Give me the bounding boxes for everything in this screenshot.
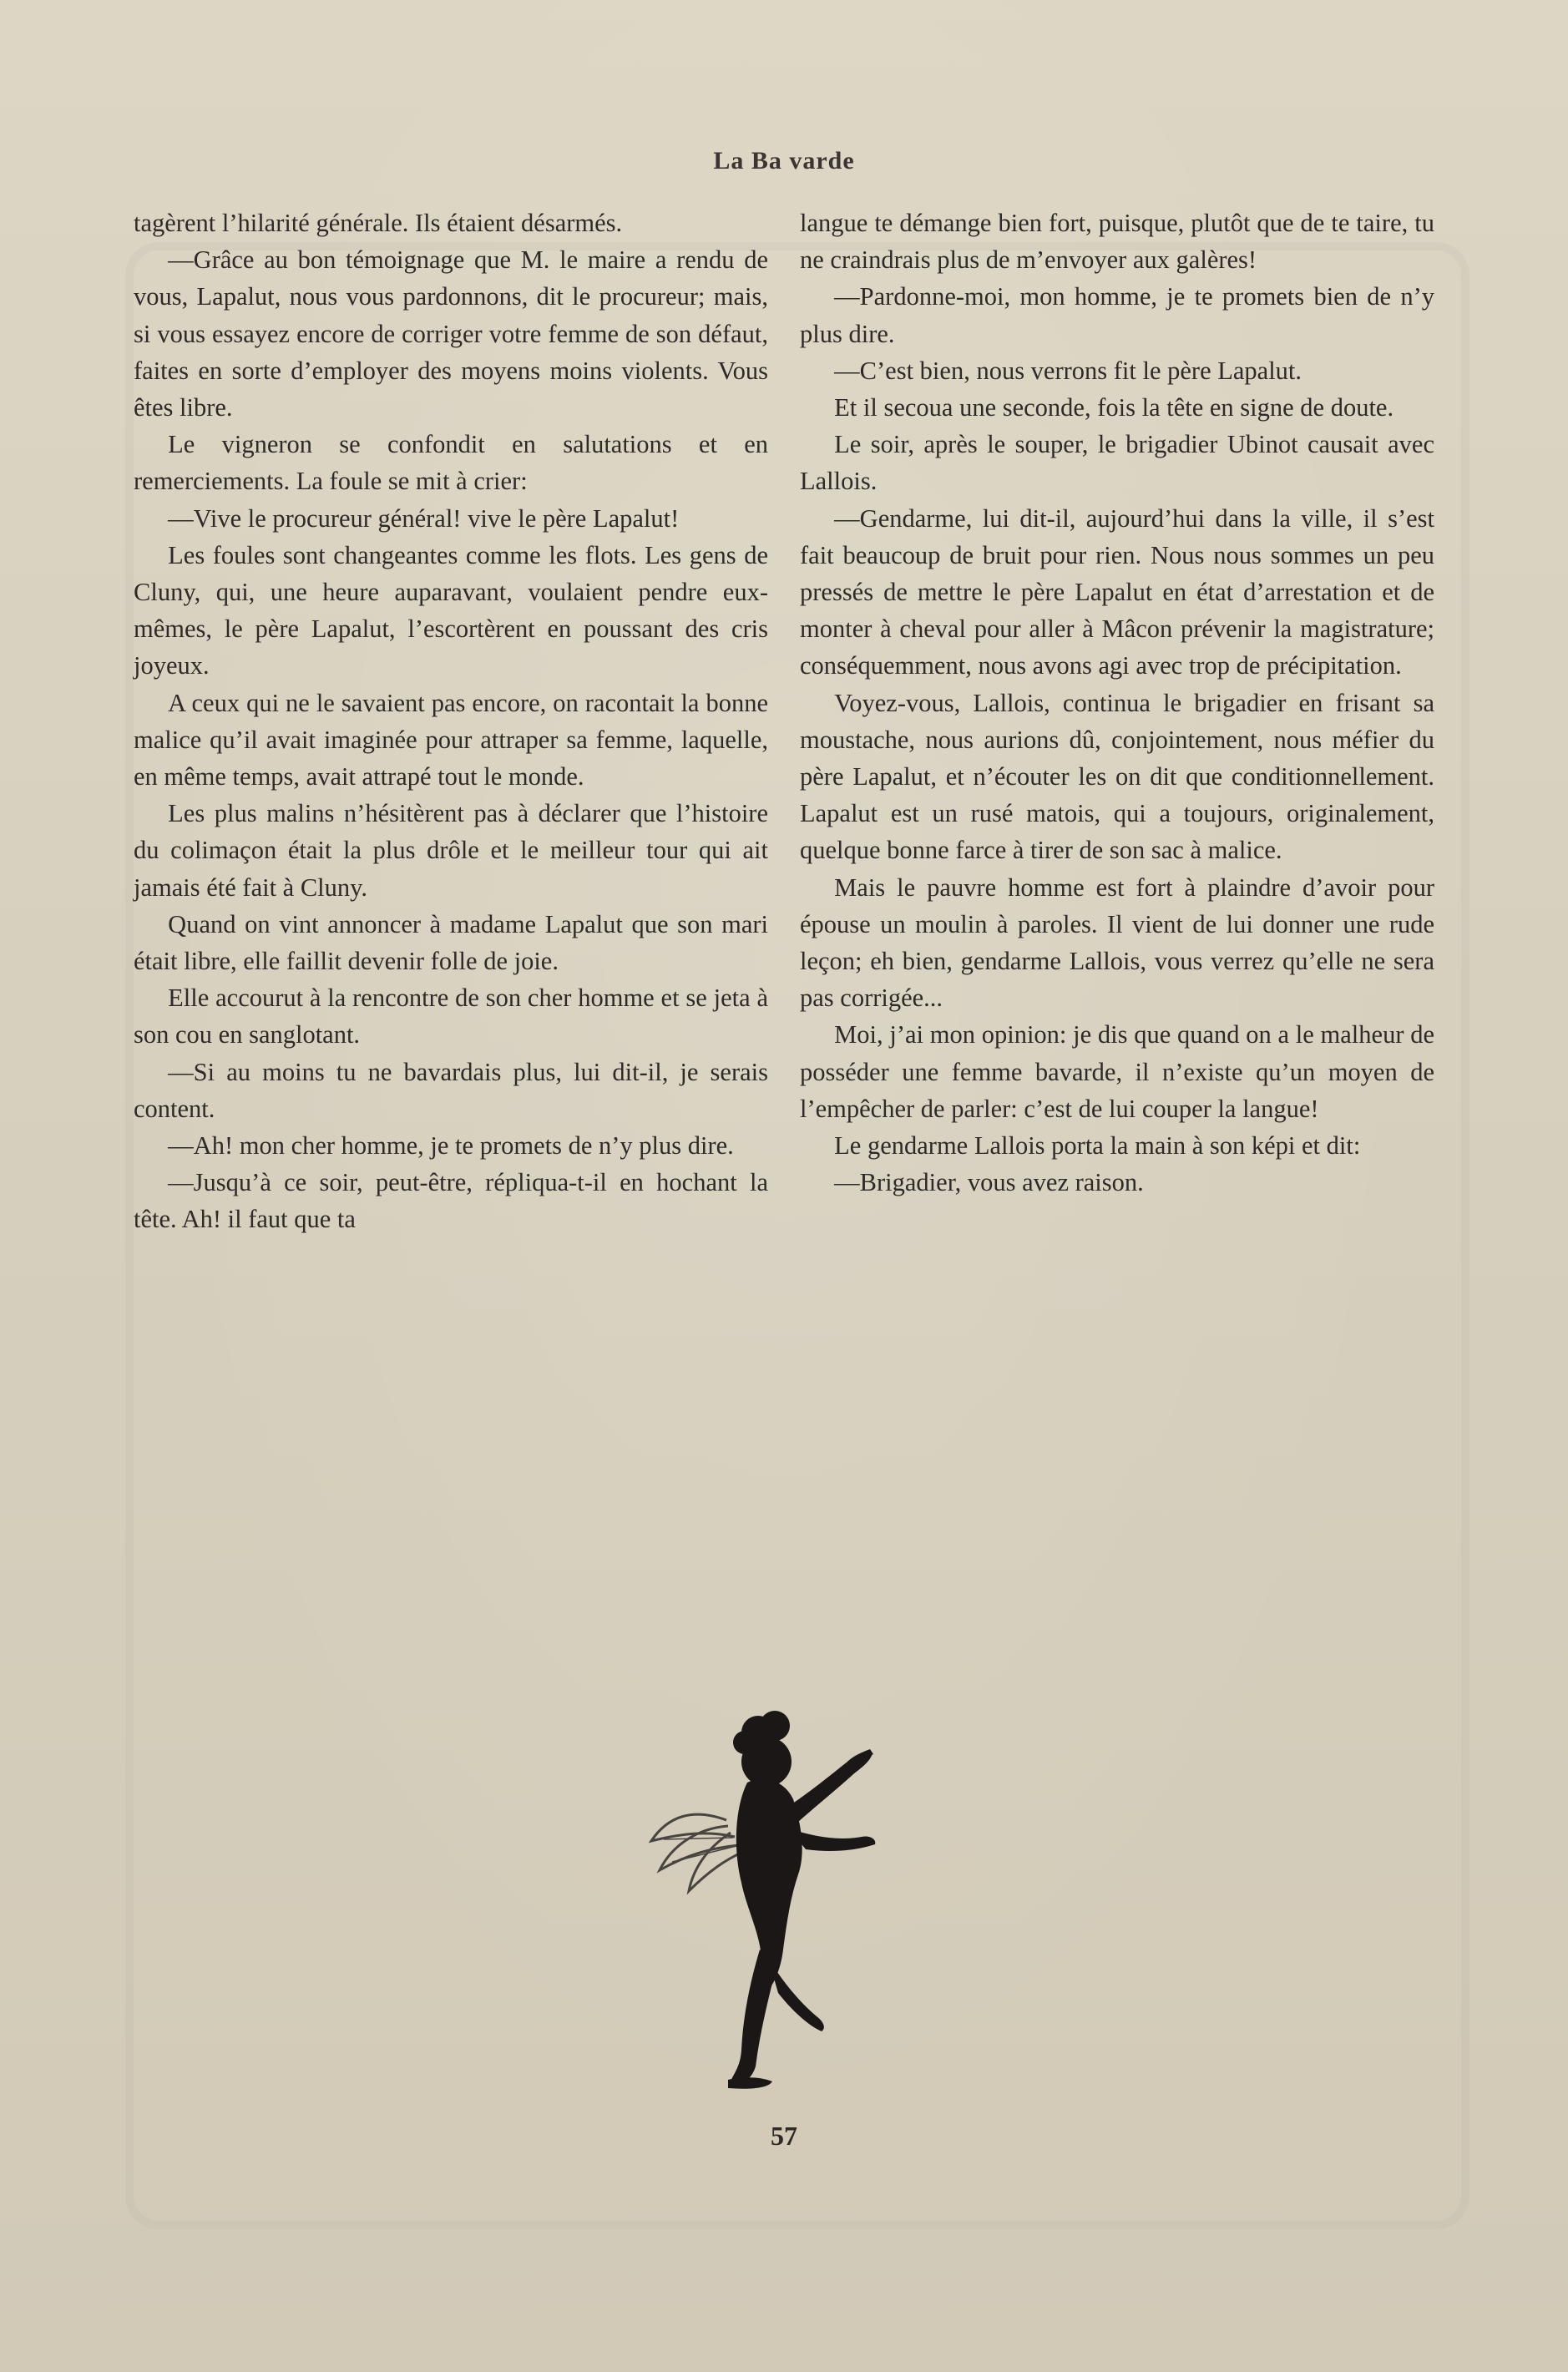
paragraph: A ceux qui ne le savaient pas encore, on racontait la bonne malice qu’il avait imaginée pour attraper sa femme, laquelle, en même temps, avait attrapé tout le monde. (134, 688, 768, 792)
paragraph: Le vigneron se confondit en salutations et en remerciements. La foule se mit à crier: (134, 430, 768, 496)
paragraph: Elle accourut à la rencontre de son cher homme et se jeta à son cou en sanglotant. (134, 984, 768, 1049)
paragraph: Mais le pauvre homme est fort à plaindre d’avoir pour épouse un moulin à paroles. Il vient de lui donner une rude leçon; eh bien, gendarme Lallois, vous verrez qu’elle ne sera pas corrigée... (800, 872, 1434, 1013)
paragraph: —Brigadier, vous avez raison. (834, 1168, 1144, 1197)
paragraph: Le gendarme Lallois porta la main à son képi et dit: (834, 1131, 1361, 1161)
paragraph: —C’est bien, nous verrons fit le père Lapalut. (834, 356, 1302, 385)
text-column-right (800, 205, 1434, 1201)
running-header: La Ba varde (713, 147, 855, 174)
paragraph: Moi, j’ai mon opinion: je dis que quand on a le malheur de posséder une femme bavarde, il n’existe qu’un moyen de l’empêcher de parler: c’est de lui couper la langue! (800, 1020, 1434, 1123)
paragraph: —Pardonne-moi, mon homme, je te promets bien de n’y plus dire. (800, 282, 1434, 348)
paragraph: —Grâce au bon témoignage que M. le maire a rendu de vous, Lapalut, nous vous pardonnons, dit le procureur; mais, si vous essayez encore de corriger votre femme de son défaut, faites en sorte d’employer des moyens moins violents. Vous êtes libre. (134, 245, 768, 422)
paragraph: tagèrent l’hilarité générale. Ils étaient désarmés. (134, 209, 623, 237)
paragraph: langue te démange bien fort, puisque, plutôt que de te taire, tu ne craindrais plus de m’envoyer aux galères! (800, 209, 1434, 275)
winged-cherub-silhouette-icon (635, 1682, 985, 2117)
paragraph: Voyez-vous, Lallois, continua le brigadier en frisant sa moustache, nous aurions dû, conjointement, nous méfier du père Lapalut, et n’écouter les on dit que conditionnellement. Lapalut est un rusé matois, qui a toujours, originalement, quelque bonne farce à tirer de son sac à malice. (800, 688, 1434, 865)
paragraph: Quand on vint annoncer à madame Lapalut que son mari était libre, elle faillit devenir folle de joie. (134, 909, 768, 976)
paragraph: —Ah! mon cher homme, je te promets de n’y plus dire. (168, 1131, 734, 1161)
paragraph: —Si au moins tu ne bavardais plus, lui dit-il, je serais content. (134, 1057, 768, 1123)
text-column-left (134, 205, 768, 1238)
paragraph: Et il secoua une seconde, fois la tête en signe de doute. (834, 393, 1394, 422)
paragraph: —Jusqu’à ce soir, peut-être, répliqua-t-il en hochant la tête. Ah! il faut que ta (134, 1168, 768, 1234)
paragraph: —Gendarme, lui dit-il, aujourd’hui dans la ville, il s’est fait beaucoup de bruit pour rien. Nous nous sommes un peu pressés de mettre le père Lapalut en état d’arrestation et de monter à cheval pour aller à Mâcon prévenir la magistrature; conséquemment, nous avons agi avec trop de précipitation. (800, 503, 1434, 680)
paragraph: —Vive le procureur général! vive le père Lapalut! (168, 503, 680, 533)
paragraph: Les plus malins n’hésitèrent pas à déclarer que l’histoire du colimaçon était la plus drôle et le meilleur tour qui ait jamais été fait à Cluny. (134, 799, 768, 902)
page-number: 57 (771, 2121, 797, 2151)
paragraph: Le soir, après le souper, le brigadier Ubinot causait avec Lallois. (800, 430, 1434, 496)
paragraph: Les foules sont changeantes comme les flots. Les gens de Cluny, qui, une heure auparavant, voulaient pendre eux-mêmes, le père Lapalut, l’escortèrent en poussant des cris joyeux. (134, 540, 768, 680)
